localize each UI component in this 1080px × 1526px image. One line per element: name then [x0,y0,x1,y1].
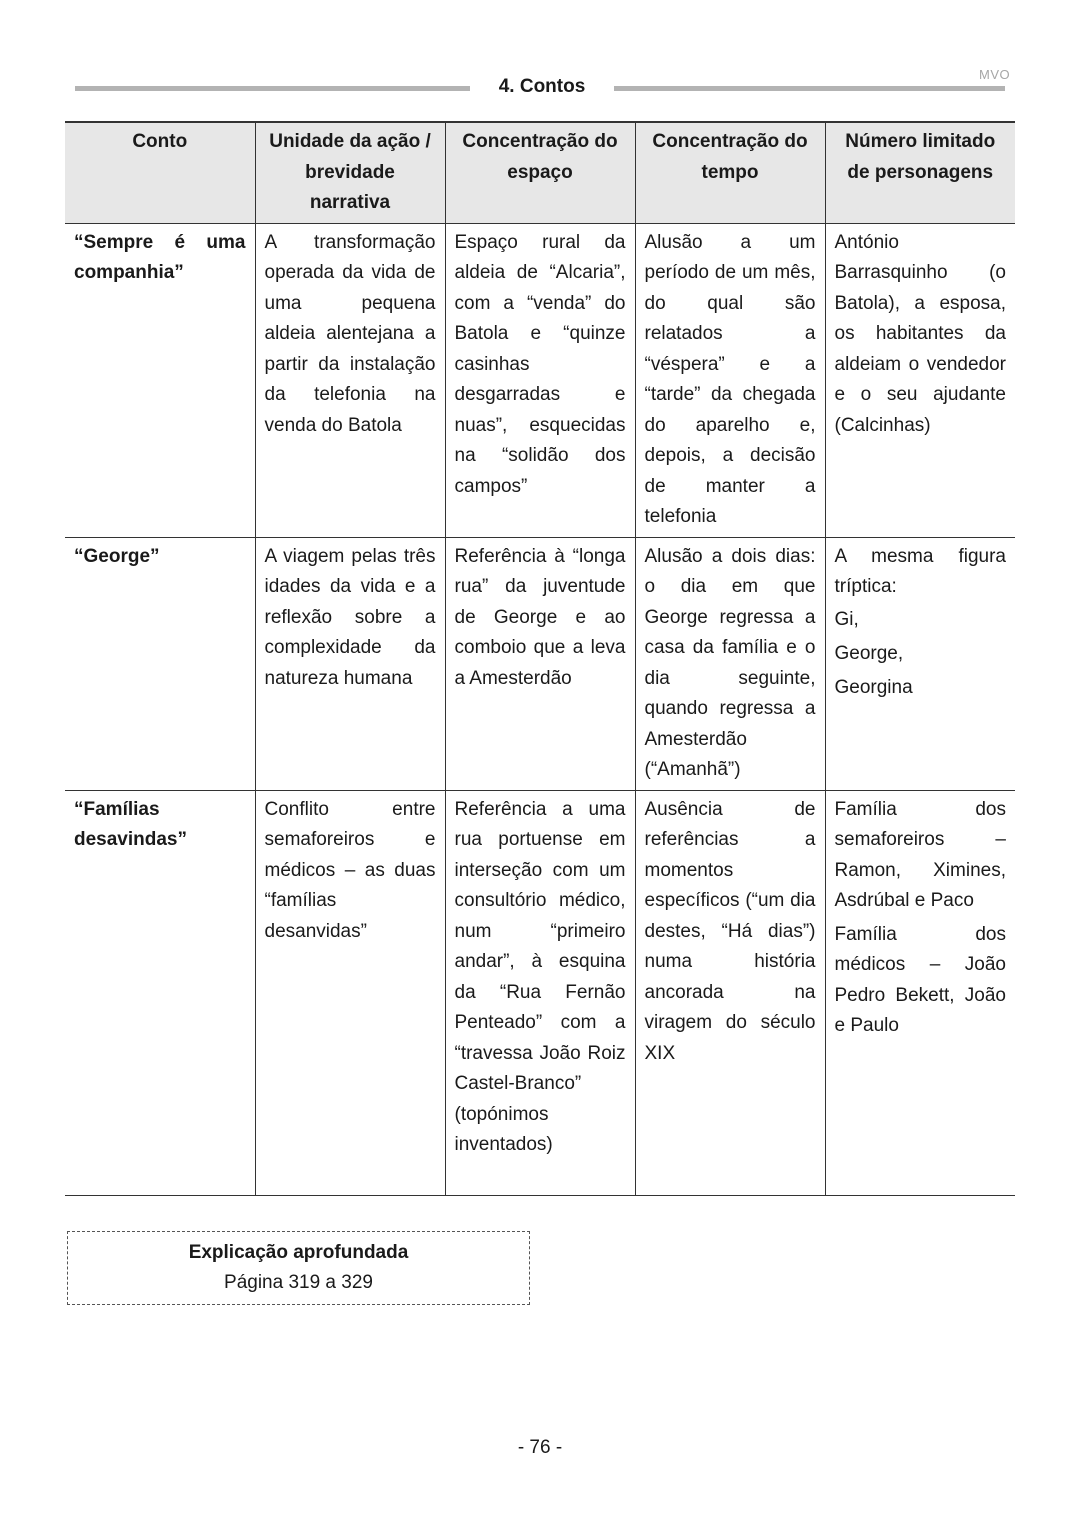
reference-pages: Página 319 a 329 [224,1272,373,1293]
header-rule-left [75,86,470,91]
header-rule-right [614,86,1005,91]
table-header-row [65,122,1015,223]
characters-line: George, [834,642,904,664]
characters-cell [825,223,1015,537]
characters-line: António Barrasquinho (o Batola), a esposa, os habitantes da aldeiam o vendedor e o seu ajudante (Calcinhas) [834,231,1006,436]
characters-line: A mesma figura tríptica: [834,545,1006,597]
page-number: - 76 - [517,1437,563,1458]
column-header-personagens: Número limitado de personagens [825,122,1015,223]
action-cell: A viagem pelas três idades da vida e a reflexão sobre a complexidade da natureza humana [255,537,445,790]
story-title: “Sempre é uma companhia” [65,223,255,537]
table-row [65,790,1015,1195]
column-header-tempo: Concentração do tempo [635,122,825,223]
reference-title: Explicação aprofundada [188,1242,409,1263]
characters-cell [825,790,1015,1195]
column-header-acao: Unidade da ação / brevidade narrativa [255,122,445,223]
space-cell: Espaço rural da aldeia de “Alcaria”, com a “venda” do Batola e “quinze casinhas desgarradas e nuas”, esquecidas na “solidão dos campos” [445,223,635,537]
section-title: 4. Contos [498,76,586,97]
space-cell: Referência à “longa rua” da juventude de George e ao comboio que a leva a Amesterdão [445,537,635,790]
column-header-espaco: Concentração do espaço [445,122,635,223]
table-row [65,223,1015,537]
space-cell: Referência a uma rua portuense em interseção com um consultório médico, num “primeiro andar”, à esquina da “Rua Fernão Penteado” com a “travessa João Roiz Castel-Branco” (topónimos inventados) [445,790,635,1195]
column-header-conto: Conto [65,122,255,223]
characters-line: Georgina [834,676,913,698]
action-cell: Conflito entre semaforeiros e médicos – as duas “famílias desanvidas” [255,790,445,1195]
story-title: “George” [65,537,255,790]
action-cell: A transformação operada da vida de uma pequena aldeia alentejana a partir da instalação da telefonia na venda do Batola [255,223,445,537]
characters-line: Família dos semaforeiros – Ramon, Ximines, Asdrúbal e Paco [834,798,1006,911]
author-tag: MVO [979,67,1011,82]
reference-box [67,1231,530,1305]
characters-line: Família dos médicos – João Pedro Bekett, João e Paulo [834,923,1006,1036]
time-cell: Alusão a dois dias: o dia em que George regressa a casa da família e o dia seguinte, quando regressa a Amesterdão (“Amanhã”) [635,537,825,790]
story-title: “Famílias desavindas” [65,790,255,1195]
characters-line: Gi, [834,608,859,630]
characters-cell [825,537,1015,790]
table-row [65,537,1015,790]
time-cell: Alusão a um período de um mês, do qual são relatados a “véspera” e a “tarde” da chegada do aparelho e, depois, a decisão de manter a telefonia [635,223,825,537]
time-cell: Ausência de referências a momentos específicos (“um dia destes, “Há dias”) numa história ancorada na viragem do século XIX [635,790,825,1195]
contos-table [65,121,1015,1196]
